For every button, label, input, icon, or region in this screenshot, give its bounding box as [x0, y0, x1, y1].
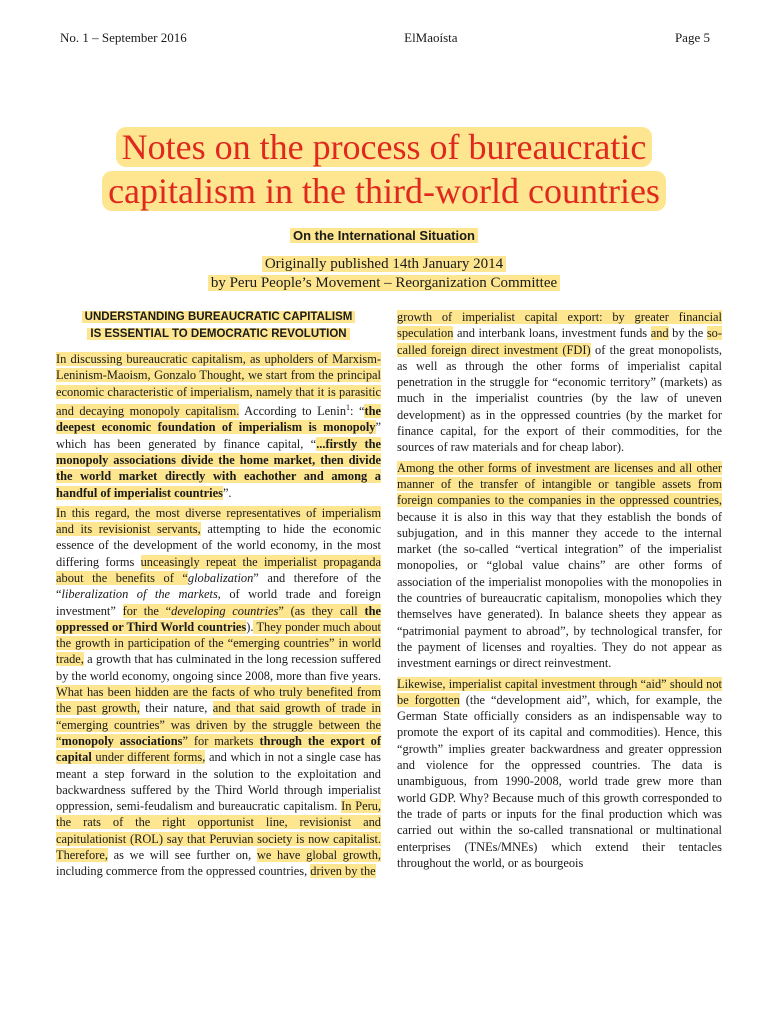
page-number: Page 5: [674, 30, 710, 45]
publication-name: ElMaoísta: [404, 30, 458, 45]
paragraph: In this regard, the most diverse representatives of imperialism and its revisionist servants, attempting to hide the economic essence of the development of the world economy, in the most differing forms unceasingly repeat the imperialist propaganda about the benefits of “globalization” and therefore of the “liberalization of the markets, of world trade and foreign investment” for the “developing countries” (as they call the oppressed or Third World countries). They ponder much about the growth in participation of the “emerging countries” in world trade, a growth that has culminated in the long recession suffered by the world economy, ongoing since 2008, more than five years. What has been hidden are the facts of who truly benefited from the past growth, their nature, and that said growth of trade in “emerging countries” was driven by the struggle between the “monopoly associations” for markets through the export of capital under different forms, and which in not a single case has meant a step forward in the solution to the exploitation and backwardness suffered by the Third World through imperialist oppression, semi-feudalism and bureaucratic capitalism. In Peru, the rats of the right opportunist line, revisionist and capitulationist (ROL) say that Peruvian society is now capitalist. Therefore, as we will see further on, we have global growth, including commerce from the oppressed countries, driven by the: [56, 505, 382, 879]
issue-label: No. 1 – September 2016: [60, 30, 187, 45]
paragraph: In discussing bureaucratic capitalism, as upholders of Marxism-Leninism-Maoism, Gonzalo Thought, we start from the principal economic characteristic of imperialism, namely that it is parasitic and decaying monopoly capitalism. According to Lenin$^1$: “the deepest economic foundation of imperialism is monopoly” which has been generated by finance capital, “...firstly the monopoly associations divide the home market, then divide the world market directly with eachother and among a handful of imperialist countries”.: [56, 352, 381, 500]
pub-line-2: by Peru People’s Movement – Reorganization Committee: [208, 275, 560, 291]
article-title: [60, 125, 708, 213]
paragraph: Likewise, imperialist capital investment through “aid” should not be forgotten (the “development aid”, which, for example, the German State officially considers as an indispensable way to promote the export of its capital and commodities). Hence, this “growth” implies greater backwardness and greater oppression and violence for the oppressed countries. The data is unambiguous, from 1990-2008, world trade grew more than world GDP. Why? Because much of this growth corresponded to the trade of parts or inputs for the final production which was carried out within the so-called transnational or multinational enterprises (TNEs/MNEs) which extend their tentacles throughout the world, or as bourgeois: [397, 676, 722, 870]
title-line-1: Notes on the process of bureaucratic: [116, 127, 653, 167]
footnote-ref: 1: [346, 402, 351, 412]
publication-info: [60, 255, 708, 293]
page-header: [60, 30, 710, 48]
title-line-2: capitalism in the third-world countries: [102, 171, 666, 211]
left-column: [56, 309, 381, 884]
article-subtitle: On the International Situation: [60, 228, 708, 243]
paragraph: Among the other forms of investment are licenses and all other manner of the transfer of intangible or tangible assets from foreign companies to the companies in the oppressed countries, because it is also in this way that they establish the bonds of subjugation, and in this manner they accede to the internal market (the so-called “vertical integration” of the imperialist monopolies, or “global value chains” are other forms of association of the imperialist monopolies with the monopolies in the countries of bureaucratic capitalism, monopolies which they themselves have generated). In balance sheets they appear as “patrimonial payment to abroad”, by technological transfer, for the payment of licenses and royalties. They do not appear as investment earnings or direct reinvestment.: [397, 460, 722, 671]
section-heading-line-1: UNDERSTANDING BUREAUCRATIC CAPITALISM: [82, 311, 356, 323]
paragraph: growth of imperialist capital export: by greater financial speculation and interbank loans, investment funds and by the so-called foreign direct investment (FDI) of the great monopolists, as well as through the other forms of imperialist capital penetration in the struggle for “economic territory” (markets) as much in the imperialist countries (by the law of uneven development) as in the oppressed countries (by the market for finance capital, for the export of their commodities, for the sources of raw materials and for cheap labor).: [397, 310, 722, 455]
section-heading: [56, 309, 381, 343]
section-heading-line-2: IS ESSENTIAL TO DEMOCRATIC REVOLUTION: [87, 328, 349, 340]
right-column: [397, 309, 722, 875]
pub-line-1: Originally published 14th January 2014: [262, 256, 506, 272]
